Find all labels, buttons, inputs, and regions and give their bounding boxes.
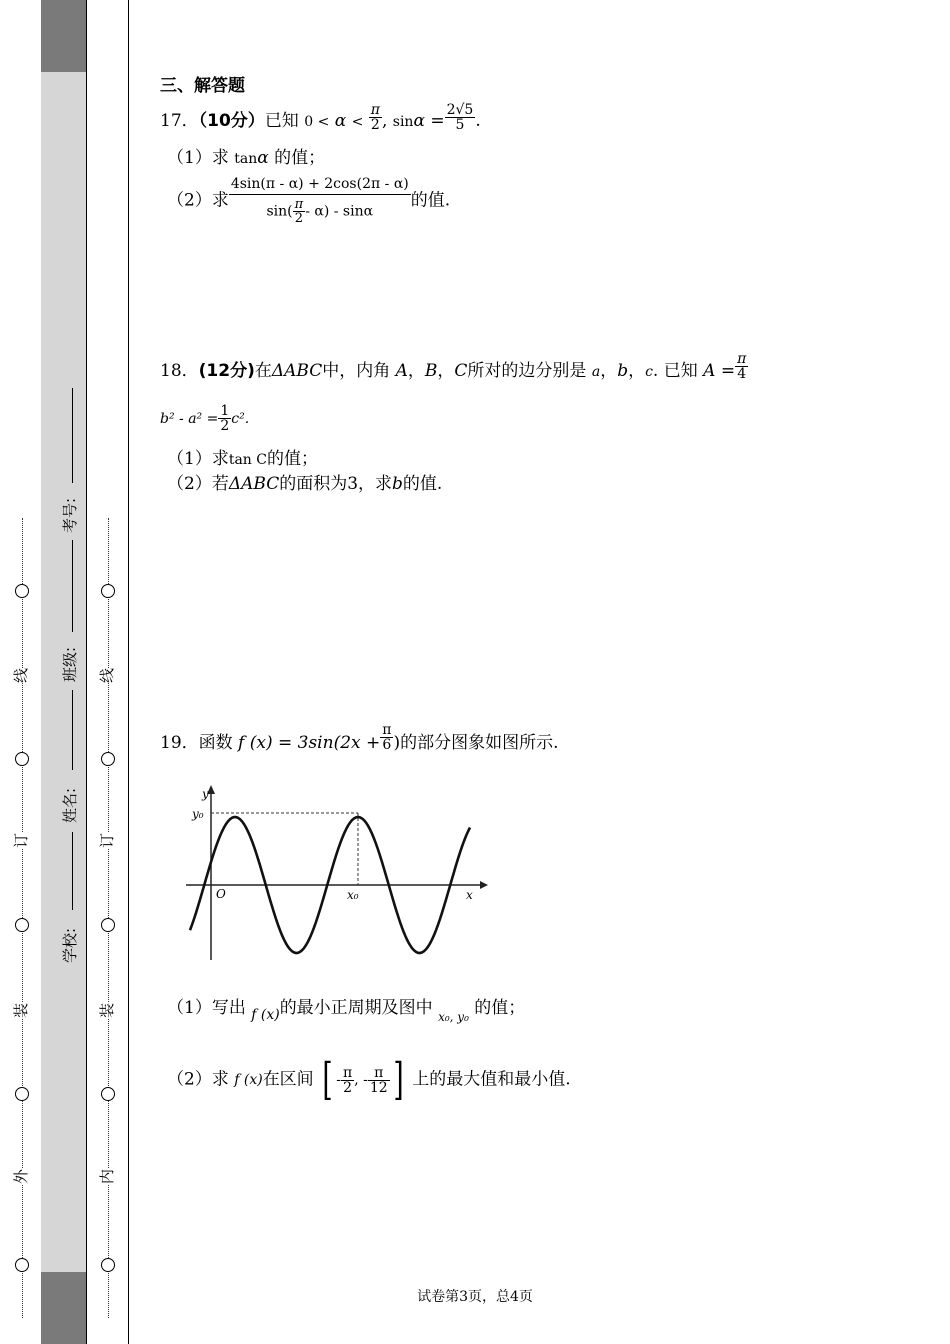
q18-a-eq: A = [703,361,736,381]
q17-den-rest: - α) - sinα [305,203,374,220]
q18-two: 2 [220,418,230,434]
q18-angle-c: C [454,361,468,381]
q18-side-b: b [617,361,629,381]
q18-score: (12分) [198,361,255,381]
q19-function: f (x) = 3sin(2x + [238,733,381,753]
q19-pi: π [382,722,392,738]
q19-pi-over-12 [368,1066,390,1095]
field-school-line[interactable] [72,832,73,910]
field-class-label: 班级: [61,646,80,683]
q17-den-sin: sin( [266,203,293,220]
q18-text1: 在 [254,361,272,381]
q17-alpha: α [334,111,347,131]
page-footer: 试卷第3页，总4页 [417,1289,533,1305]
q18-sep: ， [600,361,618,381]
q18-part2 [167,476,442,493]
margin-dark-bottom [41,1272,86,1344]
outer-label-xian: 线 [12,667,31,684]
q18-stem [160,351,748,382]
margin-dark-top [41,0,86,72]
q17-cond-left: 0 < [304,114,330,130]
inner-circle [101,752,115,766]
q19-stem [160,722,559,753]
graph-label-x0: x₀ [347,888,359,902]
q19-text1: 函数 [198,733,233,753]
q19-two: 2 [341,1080,354,1095]
q18-part2-mid: 的面积为3，求 [279,474,393,494]
q18-pi-over-4 [735,352,748,381]
q19-text2: 的部分图象如图所示. [400,733,559,753]
outer-label-zhuang: 装 [12,1002,31,1019]
graph-label-y0: y₀ [192,807,204,821]
q19-number: 19． [160,733,199,753]
outer-circle [15,1087,29,1101]
field-name-label: 姓名: [61,787,80,824]
q17-part2-frac [229,177,411,225]
q17-comma: , [381,111,388,131]
inner-circle [101,584,115,598]
graph-label-y: y [202,787,209,801]
inner-label-ding: 订 [98,832,117,849]
q17-part2-prefix: （2）求 [167,190,229,211]
q18-part2-prefix: （2）若 [167,474,229,494]
q19-part1-vars: x₀, y₀ [438,1010,469,1024]
q18-part2-suffix: 的值. [402,474,443,494]
outer-circle [15,752,29,766]
q19-part2 [167,1054,571,1105]
outer-label-wai: 外 [12,1168,31,1185]
q18-number: 18． [160,361,199,381]
inner-circle [101,918,115,932]
q17-lt: < [351,114,364,130]
q17-period: . [475,111,481,131]
q17-den-two: 2 [293,211,306,225]
field-examno-line[interactable] [72,388,73,483]
q18-angle-a: A [395,361,408,381]
q17-pi: π [370,102,380,118]
q18-text2: 中，内角 [322,361,391,381]
q18-side-c: c [645,364,653,380]
q19-pi-b: π [374,1064,384,1081]
outer-circle [15,1258,29,1272]
graph-label-x: x [466,888,473,902]
q17-part2 [167,177,450,225]
q18-text4: . 已知 [652,361,698,381]
q18-part1-tanc: tan C [228,452,267,468]
q17-stem [160,102,481,133]
outer-label-ding: 订 [12,832,31,849]
inner-label-nei: 内 [98,1168,117,1185]
q19-part2-prefix: （2）求 [167,1069,229,1090]
q19-bracket-open: [ [322,1054,333,1105]
q19-part2-f: f (x) [234,1072,263,1088]
q18-half [218,404,231,433]
field-name-line[interactable] [72,690,73,770]
inner-circle [101,1258,115,1272]
q18-part1-suffix: 的值； [266,449,318,469]
q17-part2-denominator [229,194,411,225]
q17-sin: sin [392,114,414,130]
q17-part1 [167,150,325,167]
q17-five: 5 [445,117,476,132]
q17-den-pi-frac [293,198,306,225]
q18-one: 1 [220,403,230,419]
q17-part2-suffix: 的值. [410,190,451,211]
q19-bracket-close: ] [393,1054,404,1105]
q17-alpha-2: α [413,111,425,131]
field-school-label: 学校: [61,927,80,964]
q19-part1-suffix: 的值； [474,998,526,1018]
margin-border-right [128,0,129,1344]
q17-sqrt-num: 2√5 [446,102,474,118]
q19-neg: - [336,1072,341,1088]
q17-part1-prefix: （1）求 [167,148,229,168]
q17-value-frac [445,103,476,132]
q17-pi-over-2 [369,103,382,132]
q18-angle-b: B [424,361,438,381]
outer-circle [15,918,29,932]
q19-close-paren: ) [393,733,401,753]
outer-circle [15,584,29,598]
q19-part2-suffix: 上的最大值和最小值. [412,1069,571,1090]
field-examno-label: 考号: [61,497,80,534]
q18-line2-left: b² - a² = [160,411,219,427]
q18-sep: ， [437,361,455,381]
q18-part2-triangle: ΔABC [228,474,280,494]
q18-part2-b: b [392,474,403,494]
q18-part1 [167,451,318,468]
q17-score: （10分） [198,111,265,131]
q19-twelve: 12 [369,1079,388,1096]
q19-six: 6 [380,737,393,752]
q17-part1-tan: tan [234,151,258,167]
q19-part1-mid: 的最小正周期及图中 [279,998,433,1018]
q18-part1-prefix: （1）求 [167,449,229,469]
field-class-line[interactable] [72,540,73,632]
inner-circle [101,1087,115,1101]
graph-label-o: O [216,887,226,901]
q17-den-pi: π [294,197,304,212]
q17-part2-numerator: 4sin(π - α) + 2cos(2π - α) [230,176,409,192]
q19-part1-prefix: （1）写出 [167,998,246,1018]
q19-part1 [167,1000,525,1023]
inner-label-zhuang: 装 [98,1002,117,1019]
margin-border-middle [86,0,87,1344]
q17-part1-alpha: α [257,148,269,168]
q17-eq: = [430,111,445,131]
inner-label-xian: 线 [98,667,117,684]
q19-part1-f: f (x) [251,1007,280,1023]
q18-text3: 所对的边分别是 [467,361,587,381]
q19-pi-a: π [343,1064,353,1081]
q19-sine-graph [180,780,490,965]
q18-side-a: a [591,364,601,380]
q18-sep: ， [628,361,646,381]
q19-mid-sep: , - [354,1072,368,1088]
q18-sep: ， [407,361,425,381]
q17-number: 17． [160,111,199,131]
q17-two: 2 [369,117,382,132]
q18-triangle: ΔABC [271,361,323,381]
section-title: 三、解答题 [160,76,245,96]
q18-pi: π [737,351,747,367]
q19-pi-over-6 [380,723,393,752]
q19-pi-over-2 [341,1066,354,1095]
q18-line2 [160,404,249,433]
q17-intro: 已知 [264,111,299,131]
q19-part2-mid: 在区间 [262,1069,314,1090]
q18-four: 4 [735,366,748,381]
q17-part1-suffix: 的值； [274,148,326,168]
graph-x-arrow [480,881,488,889]
q18-line2-right: c². [231,411,250,427]
